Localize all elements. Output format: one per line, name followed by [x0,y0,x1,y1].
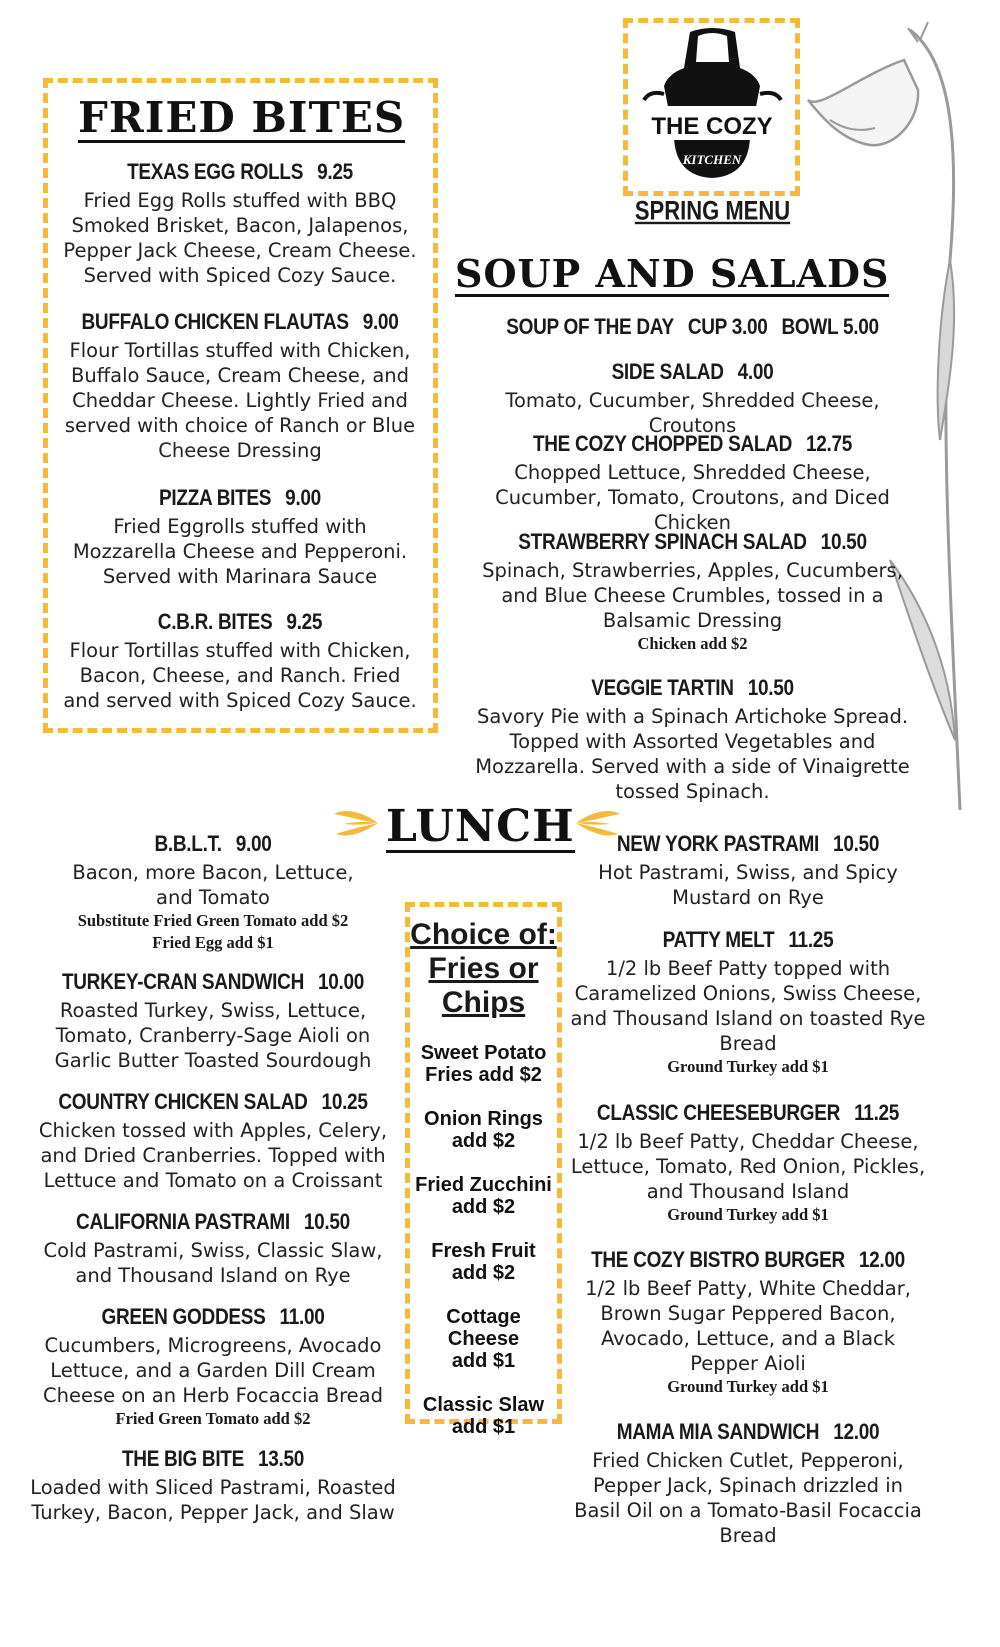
item-price: 13.50 [257,1447,305,1472]
menu-item [470,362,915,438]
soup-cup-price: CUP 3.00 [687,315,768,340]
item-description: Bacon, more Bacon, Lettuce, and Tomato [72,861,354,909]
item-description: Loaded with Sliced Pastrami, Roasted Turkey, Bacon, Pepper Jack, and Slaw [30,1476,396,1524]
menu-item [470,532,915,655]
item-price: 10.50 [833,832,880,857]
item-name: BUFFALO CHICKEN FLAUTAS [81,310,349,335]
item-description: Flour Tortillas stuffed with Chicken, Bacon, Cheese, and Ranch. Fried and served with Spiced Cozy Sauce. [63,639,417,712]
item-name: PATTY MELT [662,928,775,953]
item-addon-note: Ground Turkey add $1 [667,1377,829,1396]
item-name: PIZZA BITES [159,486,272,511]
soup-of-day [470,317,915,343]
item-description: Hot Pastrami, Swiss, and Spicy Mustard on Rye [598,861,898,909]
side-option: Fresh Fruit add $2 [431,1240,536,1284]
item-name: COUNTRY CHICKEN SALAD [58,1090,308,1115]
choice-title: Chips [441,986,526,1019]
item-name: CALIFORNIA PASTRAMI [76,1210,290,1235]
item-name: THE COZY CHOPPED SALAD [532,432,793,457]
item-name: THE BIG BITE [121,1447,244,1472]
item-price: 10.00 [318,970,365,995]
item-name: GREEN GODDESS [101,1305,266,1330]
item-price: 12.00 [858,1248,905,1273]
item-price: 9.25 [317,160,353,185]
side-option: Sweet Potato Fries add $2 [420,1042,547,1086]
menu-item [28,1212,398,1288]
item-name: MAMA MIA SANDWICH [616,1420,820,1445]
item-price: 4.00 [737,360,774,385]
menu-item [470,434,915,535]
item-description: Roasted Turkey, Swiss, Lettuce, Tomato, Cranberry-Sage Aioli on Garlic Butter Toasted Sourdough [54,999,372,1072]
item-addon-note: Ground Turkey add $1 [667,1057,829,1076]
item-addon-note: Substitute Fried Green Tomato add $2 [77,911,349,930]
item-addon-note: Fried Green Tomato add $2 [115,1409,311,1428]
side-option: Classic Slaw add $1 [422,1394,545,1438]
soup-salads-title: SOUP AND SALADS [455,251,890,296]
menu-item [28,834,398,954]
soup-name: SOUP OF THE DAY [506,315,674,340]
item-name: THE COZY BISTRO BURGER [591,1248,845,1273]
item-price: 9.25 [286,610,323,635]
soup-bowl-price: BOWL 5.00 [781,315,879,340]
item-description: Fried Chicken Cutlet, Pepperoni, Pepper Jack, Spinach drizzled in Basil Oil on a Tomato-Basil Focaccia Bread [574,1449,922,1547]
sides-choice-list [410,918,557,1438]
item-description: Tomato, Cucumber, Shredded Cheese, Croutons [505,389,880,437]
item-description: 1/2 lb Beef Patty, White Cheddar, Brown Sugar Peppered Bacon, Avocado, Lettuce, and a Black Pepper Aioli [585,1277,911,1375]
item-price: 11.25 [788,928,834,953]
item-name: TEXAS EGG ROLLS [127,160,304,185]
menu-item [60,162,420,288]
item-addon-note: Fried Egg add $1 [152,933,274,952]
menu-item [60,488,420,589]
lunch-title: LUNCH [386,801,575,852]
item-price: 12.00 [833,1420,880,1445]
item-price: 10.25 [321,1090,368,1115]
menu-item [568,834,928,910]
item-name: STRAWBERRY SPINACH SALAD [518,530,807,555]
menu-item [568,930,928,1078]
choice-title: Fries or [428,952,539,985]
item-description: 1/2 lb Beef Patty, Cheddar Cheese, Lettuce, Tomato, Red Onion, Pickles, and Thousand Island [570,1130,926,1203]
menu-item [28,1092,398,1193]
item-name: NEW YORK PASTRAMI [616,832,820,857]
item-price: 9.00 [285,486,321,511]
logo-brand-line1: THE COZY [651,113,773,140]
menu-item [60,312,420,463]
item-name: VEGGIE TARTIN [591,676,734,701]
item-price: 10.50 [747,676,794,701]
item-price: 9.00 [362,310,399,335]
spring-menu-label: SPRING MENU [634,195,791,226]
item-price: 10.50 [303,1210,350,1235]
item-description: Fried Egg Rolls stuffed with BBQ Smoked Brisket, Bacon, Jalapenos, Pepper Jack Cheese, Cream Cheese. Served with Spiced Cozy Sauce. [63,189,417,287]
item-name: TURKEY-CRAN SANDWICH [61,970,304,995]
side-option: Fried Zucchini add $2 [415,1174,552,1218]
menu-item [28,972,398,1073]
menu-item [28,1449,398,1525]
choice-title: Choice of: [410,918,557,951]
item-description: Chopped Lettuce, Shredded Cheese, Cucumber, Tomato, Croutons, and Diced Chicken [495,461,890,534]
menu-item [568,1250,928,1398]
menu-item [28,1307,398,1430]
item-addon-note: Ground Turkey add $1 [667,1205,829,1224]
item-description: 1/2 lb Beef Patty topped with Caramelized Onions, Swiss Cheese, and Thousand Island on toasted Rye Bread [570,957,926,1055]
side-option: Cottage Cheese add $1 [446,1306,521,1372]
menu-item [470,678,915,804]
item-price: 11.25 [854,1101,900,1126]
side-option: Onion Rings add $2 [424,1108,543,1152]
item-name: SIDE SALAD [611,360,724,385]
item-price: 11.00 [279,1305,325,1330]
menu-item [568,1103,928,1226]
item-price: 9.00 [235,832,272,857]
item-description: Spinach, Strawberries, Apples, Cucumbers, and Blue Cheese Crumbles, tossed in a Balsamic Dressing [482,559,903,632]
menu-item [60,612,420,713]
item-price: 10.50 [820,530,867,555]
item-description: Flour Tortillas stuffed with Chicken, Buffalo Sauce, Cream Cheese, and Cheddar Cheese. Lightly Fried and served with choice of Ranch or Blue Cheese Dressing [64,339,416,462]
item-name: B.B.L.T. [154,832,222,857]
item-price: 12.75 [806,432,853,457]
item-description: Cold Pastrami, Swiss, Classic Slaw, and Thousand Island on Rye [43,1239,383,1287]
item-description: Savory Pie with a Spinach Artichoke Spread. Topped with Assorted Vegetables and Mozzarella. Served with a side of Vinaigrette tossed Spinach. [475,705,910,803]
logo-brand-line2: KITCHEN [682,152,742,167]
item-description: Fried Eggrolls stuffed with Mozzarella Cheese and Pepperoni. Served with Marinara Sauce [72,515,408,588]
fried-bites-title: FRIED BITES [78,93,406,142]
item-description: Chicken tossed with Apples, Celery, and Dried Cranberries. Topped with Lettuce and Tomato on a Croissant [38,1119,388,1192]
item-name: C.B.R. BITES [157,610,273,635]
item-addon-note: Chicken add $2 [637,634,748,653]
menu-item [568,1422,928,1548]
apron-logo-icon [640,26,785,186]
item-name: CLASSIC CHEESEBURGER [596,1101,841,1126]
item-description: Cucumbers, Microgreens, Avocado Lettuce, and a Garden Dill Cream Cheese on an Herb Focaccia Bread [43,1334,383,1407]
